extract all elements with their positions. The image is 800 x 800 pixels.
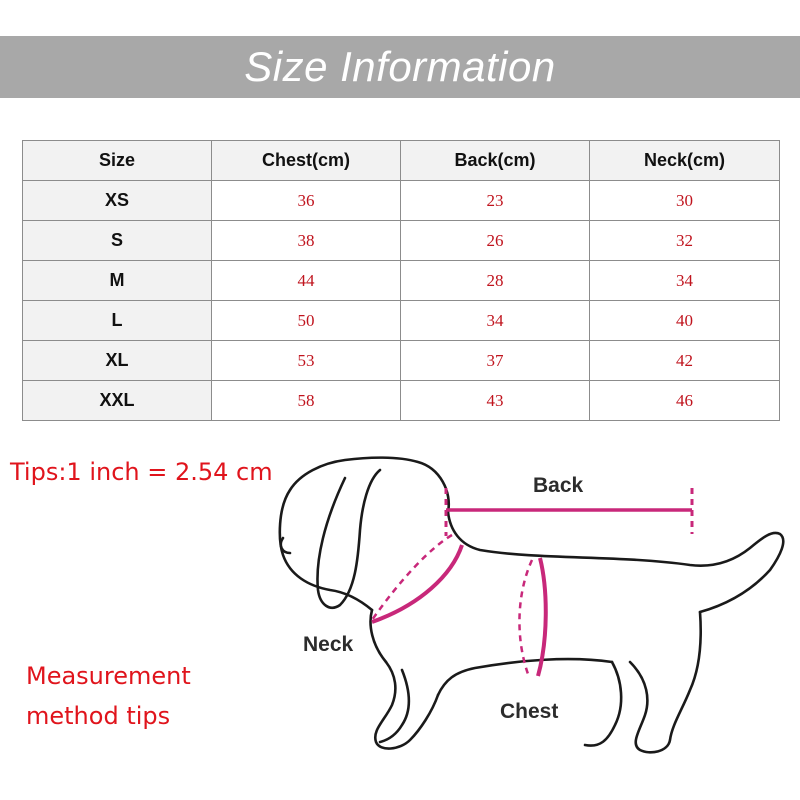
dog-belly-outline bbox=[438, 659, 612, 695]
dog-front-leg-outline bbox=[375, 662, 438, 749]
neck-cell: 32 bbox=[590, 221, 780, 261]
page-title: Size Information bbox=[244, 43, 556, 90]
neck-cell: 42 bbox=[590, 341, 780, 381]
neck-measurement bbox=[372, 535, 462, 622]
dog-back-outline bbox=[448, 512, 783, 612]
dog-back-leg-outline bbox=[585, 662, 621, 746]
chest-cell: 53 bbox=[212, 341, 401, 381]
neck-cell: 40 bbox=[590, 301, 780, 341]
neck-label: Neck bbox=[303, 633, 354, 656]
back-cell: 23 bbox=[401, 181, 590, 221]
size-cell: L bbox=[23, 301, 212, 341]
column-header-chest: Chest(cm) bbox=[212, 141, 401, 181]
chest-cell: 36 bbox=[212, 181, 401, 221]
size-cell: XL bbox=[23, 341, 212, 381]
chest-cell: 58 bbox=[212, 381, 401, 421]
back-cell: 26 bbox=[401, 221, 590, 261]
chest-cell: 50 bbox=[212, 301, 401, 341]
back-label: Back bbox=[533, 474, 584, 497]
size-cell: S bbox=[23, 221, 212, 261]
chest-measurement bbox=[519, 558, 545, 676]
column-header-neck: Neck(cm) bbox=[590, 141, 780, 181]
chest-cell: 44 bbox=[212, 261, 401, 301]
method-tips-line1: Measurement bbox=[26, 662, 191, 690]
chest-cell: 38 bbox=[212, 221, 401, 261]
neck-cell: 34 bbox=[590, 261, 780, 301]
dog-hind-leg-outline bbox=[630, 612, 701, 752]
dog-nose-outline bbox=[281, 538, 290, 553]
dog-head-outline bbox=[280, 458, 449, 610]
size-cell: M bbox=[23, 261, 212, 301]
column-header-back: Back(cm) bbox=[401, 141, 590, 181]
back-cell: 34 bbox=[401, 301, 590, 341]
size-cell: XXL bbox=[23, 381, 212, 421]
back-cell: 43 bbox=[401, 381, 590, 421]
size-cell: XS bbox=[23, 181, 212, 221]
chest-label: Chest bbox=[500, 700, 559, 723]
neck-cell: 46 bbox=[590, 381, 780, 421]
method-tips-line2: method tips bbox=[26, 702, 171, 730]
back-cell: 37 bbox=[401, 341, 590, 381]
neck-cell: 30 bbox=[590, 181, 780, 221]
conversion-tip: Tips:1 inch = 2.54 cm bbox=[10, 458, 273, 486]
dog-ear-outline bbox=[317, 470, 380, 608]
column-header-size: Size bbox=[23, 141, 212, 181]
back-cell: 28 bbox=[401, 261, 590, 301]
